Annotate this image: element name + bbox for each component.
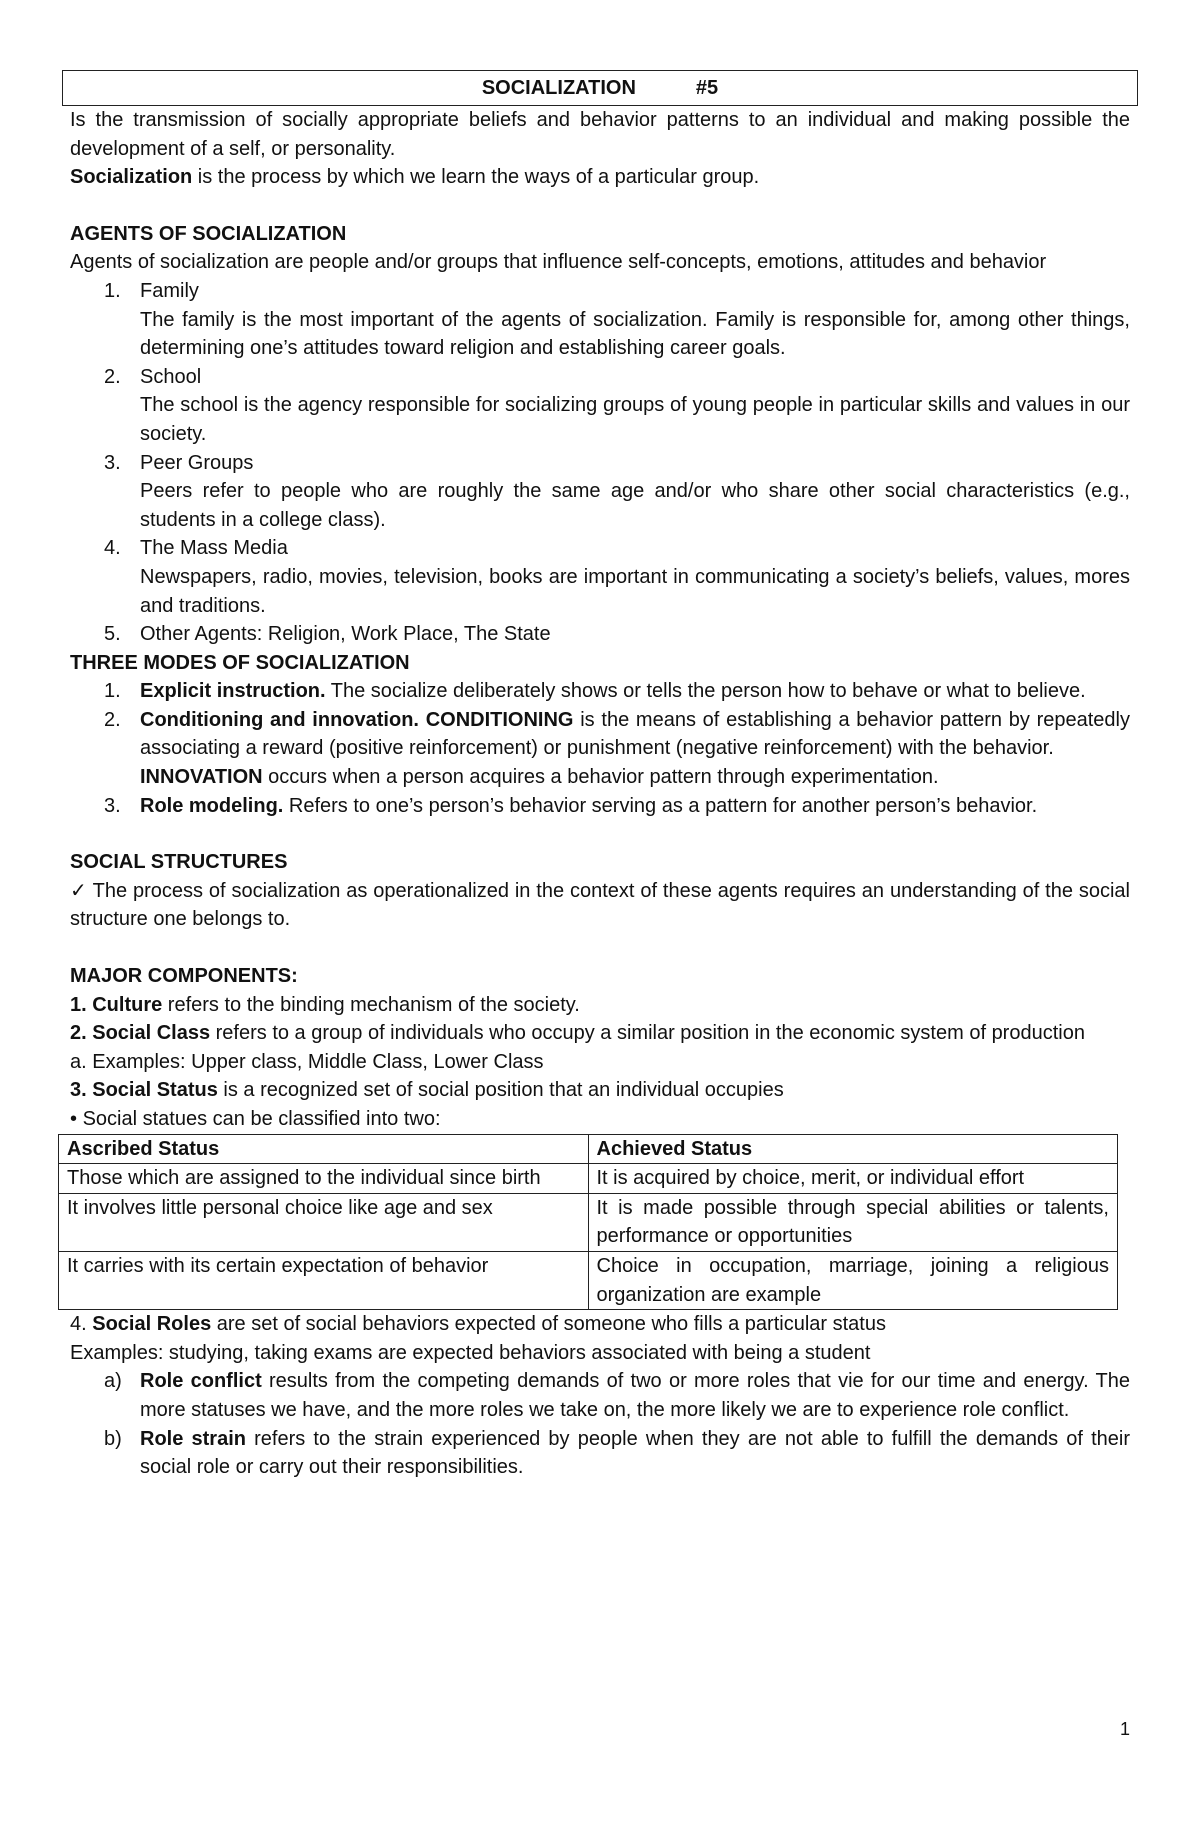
social-roles — [70, 1310, 1130, 1339]
title-text: SOCIALIZATION — [481, 77, 636, 99]
social-roles-text: are set of social behaviors expected of someone who fills a particular status — [211, 1313, 886, 1336]
component-class-term: 2. Social Class — [70, 1022, 211, 1045]
structures-heading: SOCIAL STRUCTURES — [70, 851, 288, 874]
title-box — [62, 70, 1138, 106]
status-table — [58, 1134, 1118, 1311]
table-cell: It carries with its certain expectation of behavior — [59, 1251, 589, 1309]
table-row — [59, 1164, 1118, 1194]
mode-term-conditioning: CONDITIONING — [418, 708, 574, 731]
checkmark-icon: ✓ — [70, 879, 88, 902]
agent-item — [70, 277, 1130, 363]
table-header-row — [59, 1134, 1118, 1164]
role-text: refers to the strain experienced by people when they are not able to fulfill the demands of their social role or carry out their responsibilities. — [140, 1427, 1131, 1479]
mode-item — [70, 792, 1130, 821]
agent-item — [70, 363, 1130, 449]
mode-number: 2. — [104, 708, 121, 731]
structures-text — [70, 877, 1130, 934]
agent-title: Family — [140, 279, 199, 302]
agent-text: The family is the most important of the agents of socialization. Family is responsible for, among other things, determining one’s attitudes toward religion and establishing career goals. — [140, 308, 1130, 360]
component-culture-text: refers to the binding mechanism of the society. — [162, 993, 580, 1016]
agent-text: Peers refer to people who are roughly the same age and/or who share other social characteristics (e.g., students in a college class). — [140, 480, 1130, 531]
agent-text: The school is the agency responsible for socializing groups of young people in particular skills and values in our society. — [140, 394, 1130, 445]
mode-text: is the means of establishing a behavior pattern by repeatedly associating a reward (positive reinforcement) or punishment (negative reinforcement) with the behavior. — [140, 708, 1130, 760]
table-cell: It is made possible through special abilities or talents, performance or opportunities — [588, 1193, 1118, 1251]
role-label: b) — [104, 1427, 122, 1450]
table-header-achieved: Achieved Status — [588, 1134, 1118, 1164]
component-status-text: is a recognized set of social position that an individual occupies — [217, 1079, 784, 1102]
role-item — [70, 1425, 1130, 1482]
agents-description: Agents of socialization are people and/or groups that influence self-concepts, emotions, attitudes and behavior — [70, 251, 1047, 274]
component-culture-term: 1. Culture — [70, 993, 163, 1016]
table-cell: Those which are assigned to the individual since birth — [59, 1164, 589, 1194]
agent-title: Other Agents: Religion, Work Place, The State — [140, 623, 551, 646]
agent-title: The Mass Media — [140, 537, 288, 560]
component-culture — [70, 991, 1130, 1020]
role-term: Role strain — [140, 1427, 246, 1450]
mode-text: Refers to one’s person’s behavior serving as a pattern for another person’s behavior. — [283, 794, 1038, 817]
agent-title: Peer Groups — [140, 451, 254, 474]
intro-definition: Is the transmission of socially appropriate beliefs and behavior patterns to an individual and making possible the development of a self, or personality. — [70, 109, 1130, 160]
mode-text: The socialize deliberately shows or tells the person how to behave or what to believe. — [325, 680, 1086, 703]
table-cell: It involves little personal choice like age and sex — [59, 1193, 589, 1251]
status-bullet-line — [70, 1105, 1130, 1134]
role-term: Role conflict — [140, 1370, 262, 1393]
agent-item — [70, 534, 1130, 620]
role-text: results from the competing demands of two or more roles that vie for our time and energy. The more statuses we have, and the more roles we take on, the more likely we are to experience role conflict. — [140, 1370, 1130, 1421]
component-class-text: refers to a group of individuals who occupy a similar position in the economic system of production — [210, 1022, 1085, 1045]
agent-item — [70, 449, 1130, 535]
agent-title: School — [140, 365, 202, 388]
social-roles-number: 4. — [70, 1313, 93, 1336]
intro-socialization-term: Socialization — [70, 166, 193, 189]
component-social-class — [70, 1019, 1130, 1048]
component-class-example: a. Examples: Upper class, Middle Class, Lower Class — [70, 1050, 544, 1073]
table-cell: Choice in occupation, marriage, joining a religious organization are example — [588, 1251, 1118, 1309]
social-roles-term: Social Roles — [92, 1313, 212, 1336]
agent-number: 2. — [104, 365, 121, 388]
intro-socialization-text: is the process by which we learn the ways of a particular group. — [192, 166, 760, 189]
page-number: 1 — [1119, 1719, 1130, 1739]
role-label: a) — [104, 1370, 122, 1393]
component-social-status — [70, 1076, 1130, 1105]
mode-number: 3. — [104, 794, 121, 817]
table-cell: It is acquired by choice, merit, or individual effort — [588, 1164, 1118, 1194]
modes-list — [70, 677, 1130, 820]
table-header-ascribed: Ascribed Status — [59, 1134, 589, 1164]
agent-number: 3. — [104, 451, 121, 474]
agents-list — [70, 277, 1130, 649]
mode-item — [70, 706, 1130, 792]
status-bullet-text: Social statues can be classified into two: — [77, 1108, 441, 1130]
mode-term-innovation: INNOVATION — [140, 766, 263, 789]
agent-number: 5. — [104, 623, 121, 646]
agent-item — [70, 620, 1130, 649]
agent-text: Newspapers, radio, movies, television, books are important in communicating a society’s beliefs, values, mores and traditions. — [140, 565, 1130, 617]
intro-socialization — [70, 163, 1130, 192]
agents-heading: AGENTS OF SOCIALIZATION — [70, 222, 347, 245]
mode-text-innovation: occurs when a person acquires a behavior pattern through experimentation. — [262, 766, 939, 789]
title-number: #5 — [695, 77, 719, 99]
modes-heading: THREE MODES OF SOCIALIZATION — [70, 651, 410, 674]
component-status-term: 3. Social Status — [70, 1079, 218, 1102]
mode-title: Explicit instruction. — [140, 680, 326, 703]
social-roles-examples: Examples: studying, taking exams are expected behaviors associated with being a student — [70, 1341, 871, 1364]
document-content — [67, 70, 1131, 1482]
structures-body: The process of socialization as operationalized in the context of these agents requires an understanding of the social structure one belongs to. — [70, 879, 1130, 931]
agent-number: 4. — [104, 537, 121, 560]
components-heading: MAJOR COMPONENTS: — [70, 965, 298, 988]
table-row — [59, 1193, 1118, 1251]
mode-title: Conditioning and innovation. — [140, 708, 419, 731]
mode-title: Role modeling. — [140, 794, 284, 817]
table-row — [59, 1251, 1118, 1309]
mode-number: 1. — [104, 680, 121, 703]
role-item — [70, 1367, 1130, 1424]
agent-number: 1. — [104, 279, 121, 302]
bullet-icon: • — [70, 1108, 78, 1130]
mode-item — [70, 677, 1130, 706]
roles-list — [70, 1367, 1130, 1481]
